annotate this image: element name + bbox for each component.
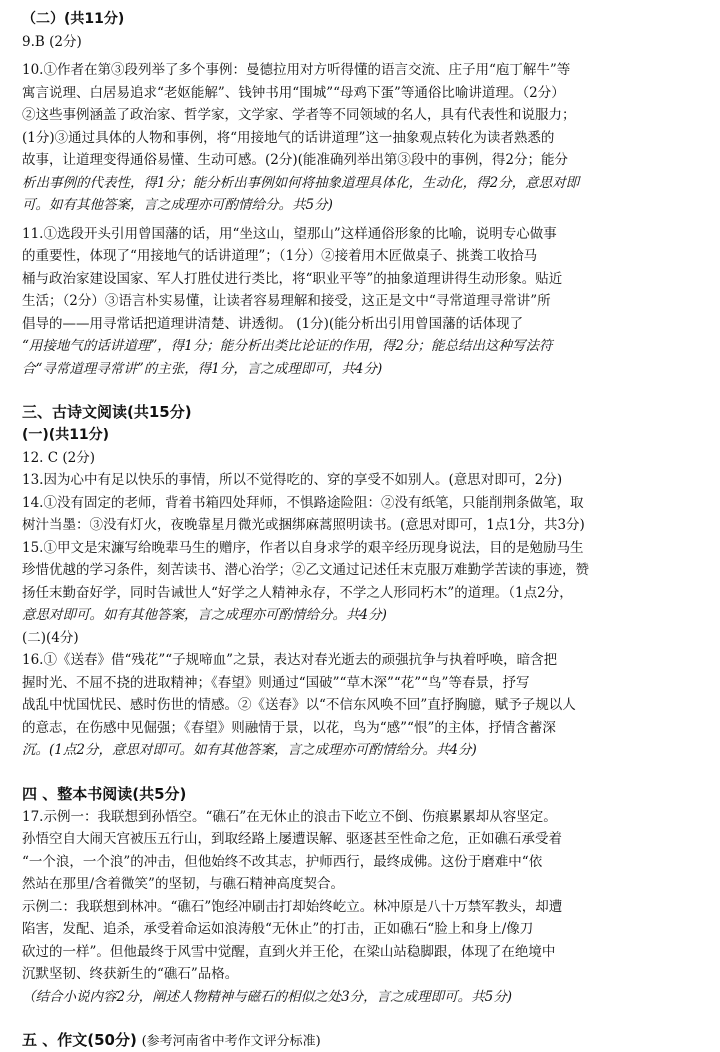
answer-line: 16.①《送春》借“残花”“子规啼血”之景，表达对春光逝去的顽强抗争与执着呼唤，暗含把 <box>22 652 558 668</box>
answer-line: 桶与政治家建设国家、军人打胜仗进行类比，将“职业平等”的抽象道理讲得生动形象。贴近 <box>22 270 563 287</box>
section-header-part4: 四 、整本书阅读(共5分) <box>22 784 187 803</box>
answer-q16 <box>22 649 708 762</box>
answer-q15 <box>22 537 708 627</box>
answer-q14 <box>22 492 708 537</box>
answer-line: 11.①选段开头引用曾国藩的话，用“坐这山，望那山”这样通俗形象的比喻，说明专心做事 <box>22 225 557 242</box>
answer-q9: 9.B (2分) <box>22 33 82 50</box>
answer-q17 <box>22 806 708 1009</box>
section-header-part2: （二）(共11分) <box>22 11 125 27</box>
answer-line: 陷害，发配、追杀，承受着命运如浪涛般“无休止”的打击，正如礁石“脸上和身上/像刀 <box>22 921 534 937</box>
answer-line: 战乱中忧国忧民、感时伤世的情感。②《送春》以“不信东风唤不回”直抒胸臆，赋予子规以人 <box>22 697 576 713</box>
answer-line: 孙悟空自大闹天宫被压五行山，到取经路上屡遭误解、驱逐甚至性命之危，正如礁石承受着 <box>22 831 562 847</box>
section-note: (参考河南省中考作文评分标准) <box>141 1034 321 1049</box>
answer-line: 的重要性，体现了“用接地气的话讲道理”；（1分）②接着用木匠做桌子、挑粪工收拾马 <box>22 248 538 264</box>
answer-line: 扬任末勤奋好学，同时告诫世人“好学之人精神永存，不学之人形同朽木”的道理。（1点2分， <box>22 584 573 601</box>
answer-line: 砍过的一样”。但他最终于风雪中觉醒，直到火并王伦，在梁山站稳脚跟，体现了在绝境中 <box>22 943 556 960</box>
answer-line: 珍惜优越的学习条件，刻苦读书、潜心治学；②乙文通过记述任末克服万难勤学苦读的事迹，赞 <box>22 562 589 578</box>
answer-line: 沉默坚韧、终获新生的“礁石”品格。 <box>22 966 239 982</box>
section-header-part3: 三、古诗文阅读(共15分) <box>22 403 192 421</box>
answer-line: 生活；（2分）③语言朴实易懂，让读者容易理解和接受，这正是文中“寻常道理寻常讲”所 <box>22 293 551 309</box>
answer-line: 的意志，在伤感中见倔强；《春望》则融情于景，以花，鸟为“感”“恨”的主体，抒情含蓄深 <box>22 719 556 736</box>
answer-sheet <box>22 8 708 1052</box>
answer-line: 14.①没有固定的老师，背着书箱四处拜师，不惧路途险阻：②没有纸笔，只能削荆条做笔，取 <box>22 494 584 511</box>
answer-line: 故事，让道理变得通俗易懂、生动可感。(2分)(能准确列举出第③段中的事例，得2分；能分 <box>22 152 568 168</box>
scoring-note: （结合小说内容2分，阐述人物精神与磁石的相似之处3分，言之成理即可。共5分) <box>22 988 513 1005</box>
answer-line: 15.①甲文是宋濂写给晚辈马生的赠序，作者以自身求学的艰辛经历现身说法，目的是勉励马生 <box>22 539 584 556</box>
subsection-header: (二)(4分) <box>22 629 79 646</box>
answer-line: 握时光、不屈不挠的进取精神；《春望》则通过“国破”“草木深”“花”“鸟”等春景，抒写 <box>22 674 530 691</box>
answer-line: 10.①作者在第③段列举了多个事例：曼德拉用对方听得懂的语言交流、庄子用“庖丁解牛”等 <box>22 62 571 78</box>
answer-line: “一个浪，一个浪”的冲击，但他始终不改其志，护师西行，最终成佛。这份于磨难中“依 <box>22 853 543 870</box>
answer-line: 17.示例一：我联想到孙悟空。“礁石”在无休止的浪击下屹立不倒、伤痕累累却从容坚定。 <box>22 808 557 825</box>
answer-q12: 12. C (2分) <box>22 449 96 466</box>
answer-line: 析出事例的代表性，得1分；能分析出事例如何将抽象道理具体化，生动化，得2分，意思对即 <box>22 174 580 191</box>
answer-line: 寓言说理、白居易追求“老妪能解”、钱钟书用“围城”“母鸡下蛋”等通俗比喻讲道理。（2分） <box>22 84 565 101</box>
answer-line: 然站在那里/含着微笑”的坚韧，与礁石精神高度契合。 <box>22 876 344 892</box>
answer-line: 可。如有其他答案，言之成理亦可酌情给分。共5分) <box>22 197 333 213</box>
answer-line: 树汁当墨：③没有灯火，夜晚靠星月微光或捆绑麻蒿照明读书。(意思对即可，1点1分，共3分) <box>22 517 585 533</box>
section-header-part5 <box>22 1028 708 1052</box>
answer-q13: 13.因为心中有足以快乐的事情，所以不觉得吃的、穿的享受不如别人。(意思对即可，2分) <box>22 472 563 488</box>
answer-line: ②这些事例涵盖了政治家、哲学家，文学家、学者等不同领域的名人，具有代表性和说服力； <box>22 107 576 123</box>
answer-line: 意思对即可。如有其他答案，言之成理亦可酌情给分。共4分) <box>22 607 387 623</box>
answer-line: “用接地气的话讲道理”，得1分；能分析出类比论证的作用，得2分；能总结出这种写法符 <box>22 338 553 354</box>
answer-line: (1分)③通过具体的人物和事例，将“用接地气的话讲道理”这一抽象观点转化为读者熟悉的 <box>22 129 555 146</box>
answer-q10 <box>22 59 708 217</box>
answer-line: 合“寻常道理寻常讲”的主张，得1分，言之成理即可，共4分) <box>22 360 383 377</box>
answer-line: 倡导的——用寻常话把道理讲清楚、讲透彻。 (1分)(能分析出引用曾国藩的话体现了 <box>22 315 524 332</box>
subsection-header: (一)(共11分) <box>22 427 110 443</box>
answer-line: 沉。(1点2分，意思对即可。如有其他答案，言之成理亦可酌情给分。共4分) <box>22 742 477 758</box>
answer-line: 示例二：我联想到林冲。“礁石”饱经冲刷击打却始终屹立。林冲原是八十万禁军教头，却遭 <box>22 898 563 915</box>
answer-q11 <box>22 223 708 381</box>
section-title: 五 、作文(50分) <box>22 1031 137 1049</box>
